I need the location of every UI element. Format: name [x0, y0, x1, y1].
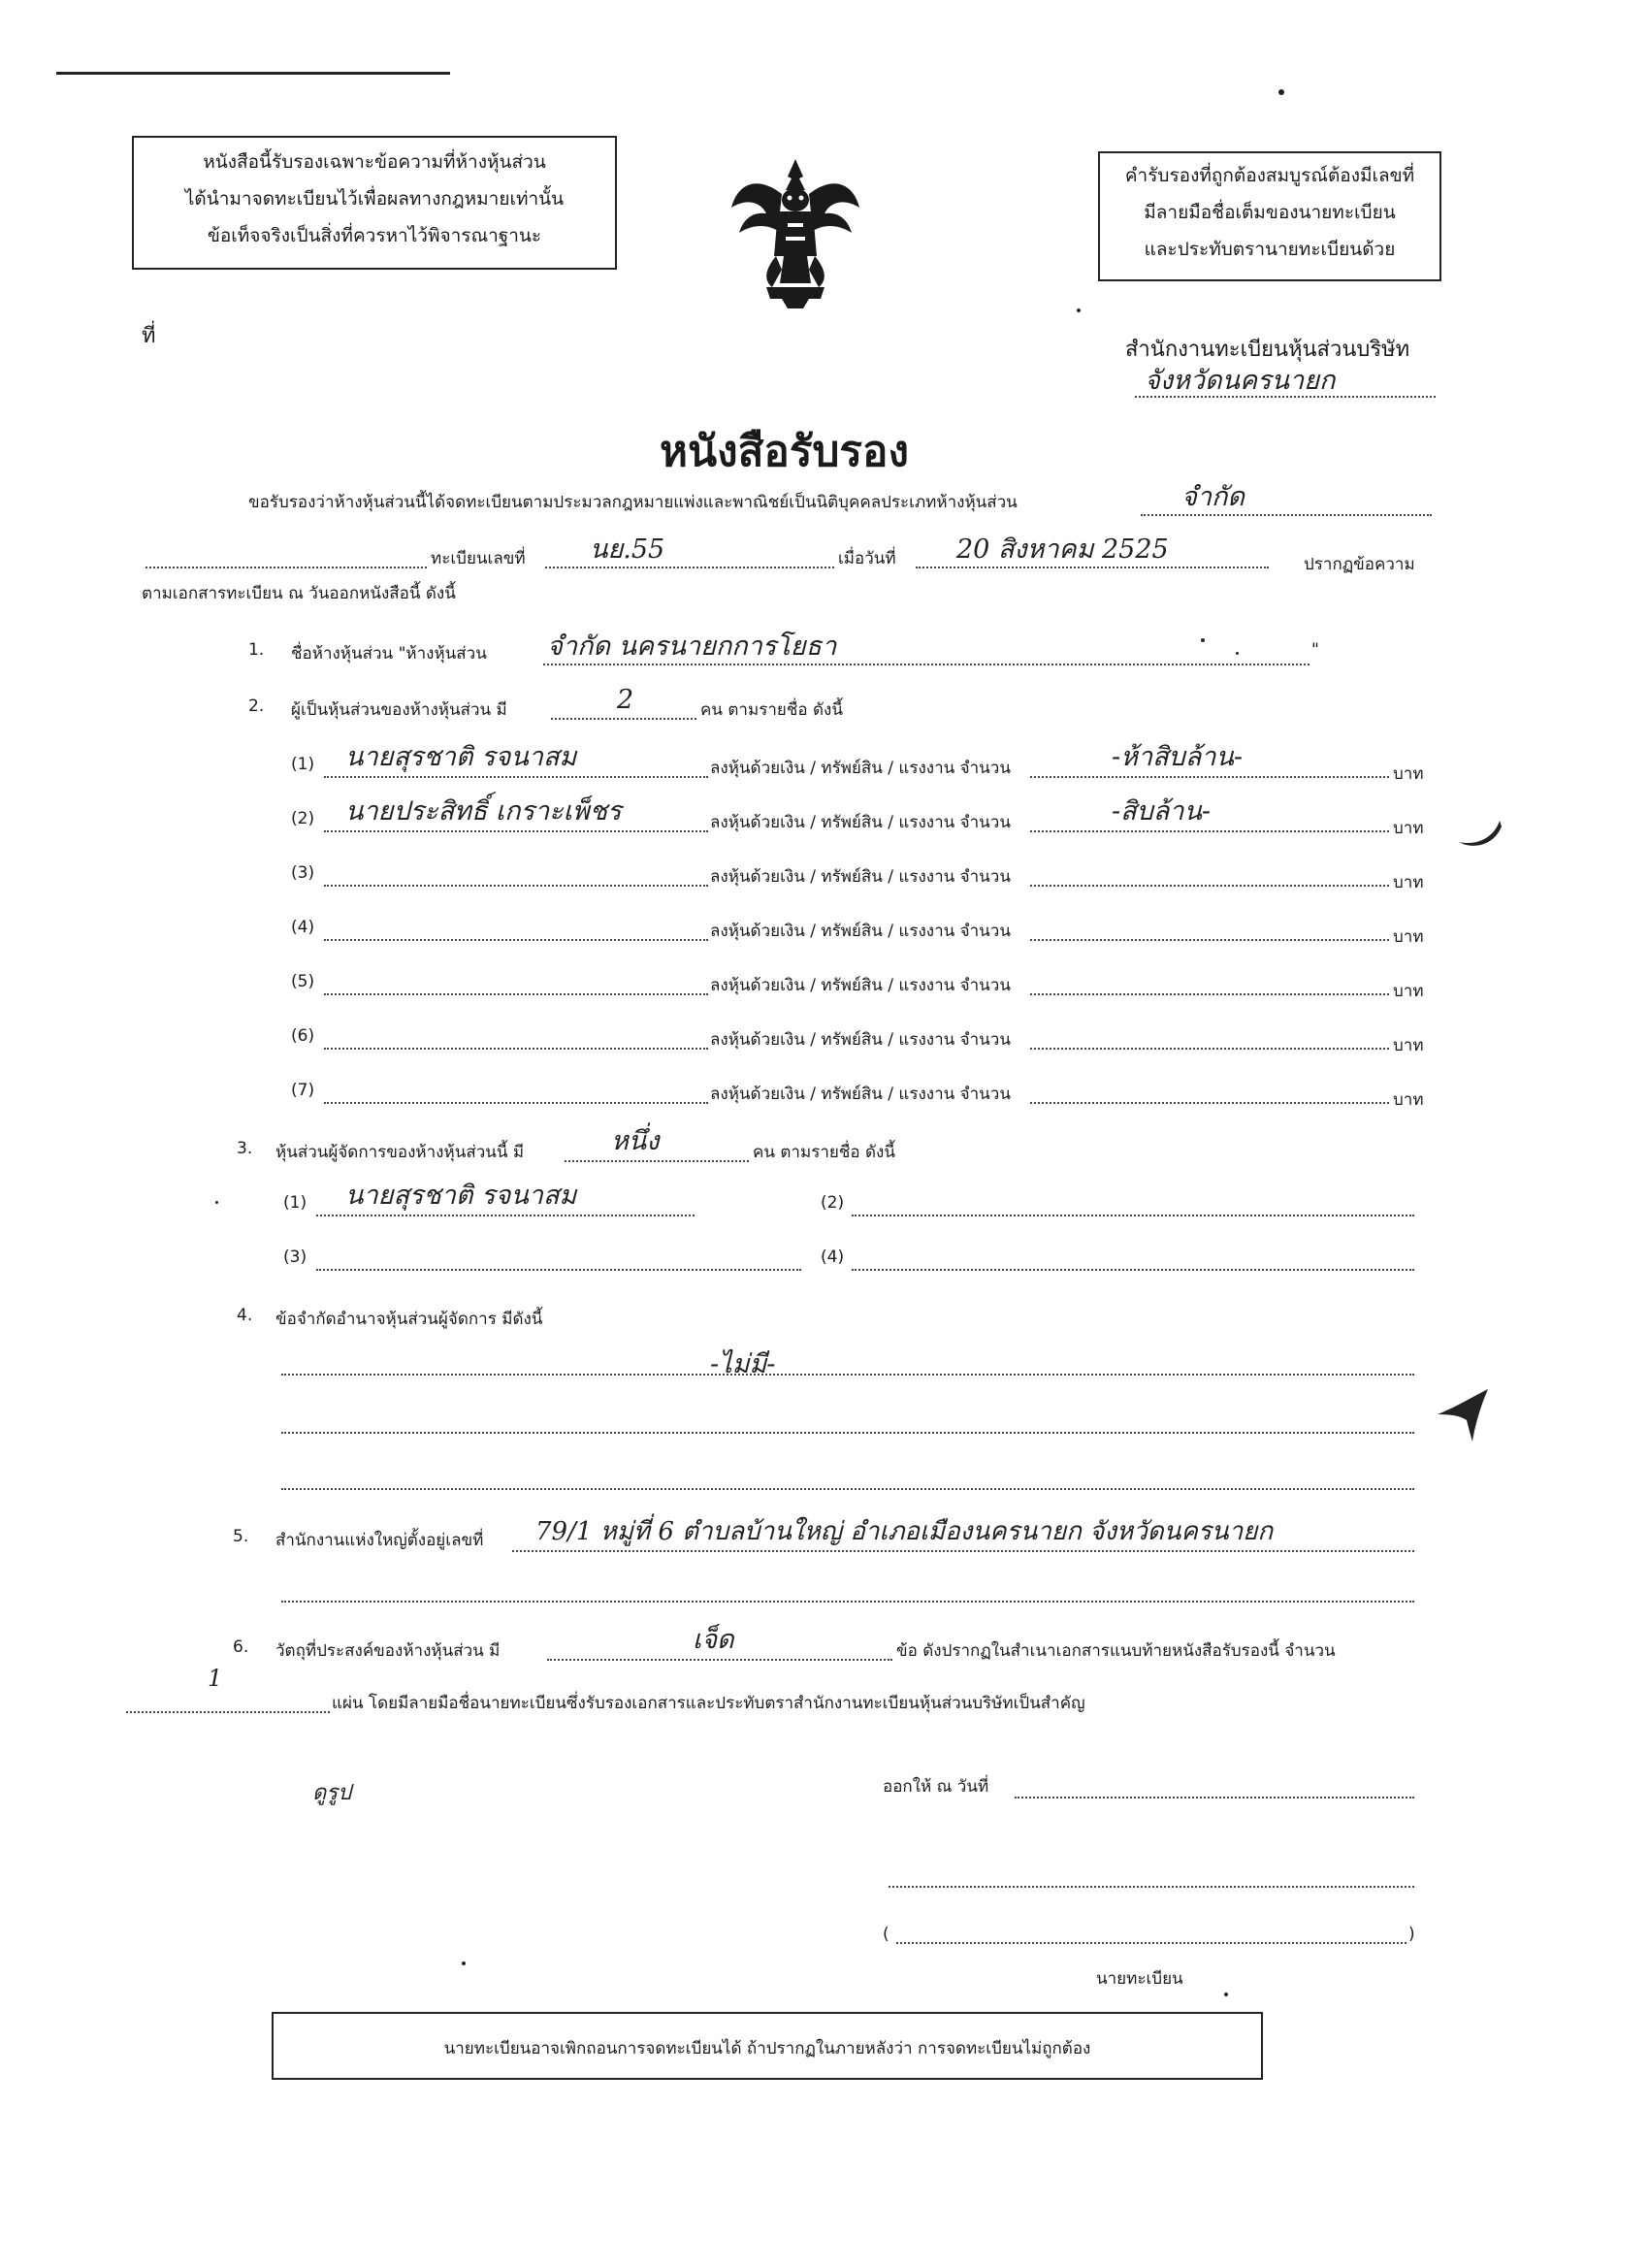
baht-unit: บาท	[1393, 873, 1424, 892]
partner-name-line	[324, 1048, 708, 1050]
reg-no-line	[545, 567, 834, 568]
validity-notice-line: มีลายมือชื่อเต็มของนายทะเบียน	[1144, 202, 1396, 223]
section-6-line-2: แผ่น โดยมีลายมือชื่อนายทะเบียนซึ่งรับรองเอกสารและประทับตราสำนักงานทะเบียนหุ้นส่วนบริษัทเป็นสำคัญ	[332, 1694, 1085, 1713]
section-1-number: 1.	[248, 640, 265, 660]
baht-unit: บาท	[1393, 1036, 1424, 1055]
partner-count-line	[551, 718, 696, 720]
contribution-label: ลงหุ้นด้วยเงิน / ทรัพย์สิน / แรงงาน จำนวน	[710, 759, 1011, 778]
contribution-label: ลงหุ้นด้วยเงิน / ทรัพย์สิน / แรงงาน จำนวน	[710, 867, 1011, 887]
head-office-address-handwritten: 79/1 หมู่ที่ 6 ตำบลบ้านใหญ่ อำเภอเมืองนครนายก จังหวัดนครนายก	[535, 1517, 1274, 1546]
section-6-label: วัตถุที่ประสงค์ของห้างหุ้นส่วน มี	[275, 1641, 501, 1661]
intro-line-1: ขอรับรองว่าห้างหุ้นส่วนนี้ได้จดทะเบียนตามประมวลกฎหมายแพ่งและพาณิชย์เป็นนิติบุคคลประเภทห้างหุ้นส่วน	[248, 493, 1018, 512]
partner-row-number: (7)	[291, 1081, 315, 1100]
manager-name-line	[852, 1215, 1414, 1216]
appears-label: ปรากฏข้อความ	[1304, 555, 1415, 574]
date-label: เมื่อวันที่	[838, 549, 896, 568]
manager-item-number: (1)	[283, 1193, 307, 1213]
scan-speck	[1201, 638, 1205, 642]
section-4-label: ข้อจำกัดอำนาจหุ้นส่วนผู้จัดการ มีดังนี้	[275, 1310, 543, 1329]
manager-name-line	[316, 1269, 801, 1271]
amount-line	[1030, 993, 1389, 995]
contribution-amount: -ห้าสิบล้าน-	[1112, 742, 1243, 772]
section-5-label: สำนักงานแห่งใหญ่ตั้งอยู่เลขที่	[275, 1531, 484, 1550]
amount-line	[1030, 1102, 1389, 1104]
reg-no-label: ทะเบียนเลขที่	[431, 549, 526, 568]
manager-item-number: (4)	[821, 1247, 845, 1267]
manager-item-number: (3)	[283, 1247, 307, 1267]
partner-row-number: (3)	[291, 863, 315, 883]
restrictions-line	[281, 1432, 1414, 1434]
revocation-notice-text: นายทะเบียนอาจเพิกถอนการจดทะเบียนได้ ถ้าปรากฏในภายหลังว่า การจดทะเบียนไม่ถูกต้อง	[443, 2039, 1091, 2058]
scan-mark-crescent-icon	[1455, 817, 1504, 856]
registrar-name-line	[896, 1942, 1406, 1944]
section-3-number: 3.	[237, 1139, 253, 1158]
manager-item-number: (2)	[821, 1193, 845, 1213]
section-1-close-quote: "	[1311, 640, 1319, 660]
manager-name: นายสุรชาติ รจนาสม	[345, 1181, 577, 1211]
partner-row-number: (5)	[291, 972, 315, 991]
top-scan-rule	[56, 72, 450, 75]
partner-name: นายสุรชาติ รจนาสม	[345, 742, 577, 772]
contribution-label: ลงหุ้นด้วยเงิน / ทรัพย์สิน / แรงงาน จำนวน	[710, 1030, 1011, 1050]
partner-name-line	[324, 1102, 708, 1104]
objectives-count-handwritten: เจ็ด	[693, 1625, 734, 1655]
scan-speck	[215, 1201, 218, 1204]
baht-unit: บาท	[1393, 982, 1424, 1001]
section-2-suffix: คน ตามรายชื่อ ดังนี้	[700, 700, 843, 720]
partner-name-line	[324, 885, 708, 887]
section-3-suffix: คน ตามรายชื่อ ดังนี้	[753, 1143, 895, 1162]
contribution-label: ลงหุ้นด้วยเงิน / ทรัพย์สิน / แรงงาน จำนวน	[710, 813, 1011, 832]
section-1-label: ชื่อห้างหุ้นส่วน "ห้างหุ้นส่วน	[291, 644, 487, 664]
partner-row-number: (4)	[291, 918, 315, 937]
restrictions-line	[281, 1488, 1414, 1490]
section-2-number: 2.	[248, 697, 265, 716]
validity-notice-line: คำรับรองที่ถูกต้องสมบูรณ์ต้องมีเลขที่	[1124, 165, 1415, 186]
revocation-notice-box	[272, 2012, 1263, 2080]
scan-speck	[1077, 308, 1081, 312]
intro-line-3: ตามเอกสารทะเบียน ณ วันออกหนังสือนี้ ดังนี้	[142, 584, 456, 603]
scan-speck	[1278, 89, 1284, 95]
validity-notice-box	[1098, 151, 1441, 281]
scan-speck	[1224, 1993, 1228, 1996]
partner-row-number: (2)	[291, 809, 315, 828]
header-notice-box	[132, 136, 617, 270]
scan-mark-wing-icon	[1434, 1385, 1492, 1443]
margin-note-handwritten: ดูรูป	[312, 1781, 352, 1805]
partner-row-number: (6)	[291, 1026, 315, 1046]
province-handwritten: จังหวัดนครนายก	[1145, 366, 1336, 396]
amount-line	[1030, 885, 1389, 887]
baht-unit: บาท	[1393, 927, 1424, 947]
contribution-label: ลงหุ้นด้วยเงิน / ทรัพย์สิน / แรงงาน จำนวน	[710, 922, 1011, 941]
address-line-2	[281, 1601, 1414, 1603]
section-4-number: 4.	[237, 1306, 253, 1325]
reg-date-handwritten: 20 สิงหาคม 2525	[956, 535, 1169, 565]
baht-unit: บาท	[1393, 819, 1424, 838]
intro-blank-line	[146, 567, 427, 568]
signature-line	[889, 1886, 1414, 1888]
attachment-pages-line	[126, 1711, 330, 1713]
header-notice-line: หนังสือนี้รับรองเฉพาะข้อความที่ห้างหุ้นส่วน	[203, 151, 546, 173]
header-notice-line: ข้อเท็จจริงเป็นสิ่งที่ควรหาไว้พิจารณาฐานะ	[207, 225, 542, 246]
section-6-number: 6.	[233, 1637, 249, 1657]
contribution-label: ลงหุ้นด้วยเงิน / ทรัพย์สิน / แรงงาน จำนวน	[710, 1085, 1011, 1104]
header-notice-line: ได้นำมาจดทะเบียนไว้เพื่อผลทางกฎหมายเท่านั้น	[184, 188, 565, 210]
partnership-type-handwritten: จำกัด	[1181, 482, 1245, 512]
issued-label: ออกให้ ณ วันที่	[883, 1777, 989, 1797]
partner-name-line	[324, 993, 708, 995]
at-label: ที่	[142, 324, 156, 348]
partnership-name-handwritten: จำกัด นครนายกการโยธา	[547, 632, 837, 662]
scan-speck	[1236, 652, 1239, 655]
contribution-label: ลงหุ้นด้วยเงิน / ทรัพย์สิน / แรงงาน จำนวน	[710, 976, 1011, 995]
issued-date-line	[1015, 1797, 1414, 1798]
registrar-label: นายทะเบียน	[1096, 1969, 1183, 1989]
amount-line	[1030, 1048, 1389, 1050]
partner-row-number: (1)	[291, 755, 315, 774]
partner-name-line	[324, 939, 708, 941]
amount-line	[1030, 939, 1389, 941]
manager-count-handwritten: หนึ่ง	[611, 1126, 660, 1156]
partner-name: นายประสิทธิ์ เกราะเพ็ชร	[345, 796, 622, 826]
section-5-number: 5.	[233, 1527, 249, 1546]
restrictions-line	[281, 1374, 1414, 1376]
garuda-emblem-icon	[728, 155, 863, 310]
baht-unit: บาท	[1393, 764, 1424, 784]
restrictions-handwritten: -ไม่มี-	[710, 1349, 776, 1379]
contribution-amount: -สิบล้าน-	[1112, 796, 1212, 826]
paren-open: (	[883, 1925, 889, 1944]
reg-no-handwritten: นย.55	[590, 535, 665, 565]
section-3-label: หุ้นส่วนผู้จัดการของห้างหุ้นส่วนนี้ มี	[275, 1143, 525, 1162]
attachment-pages-handwritten: 1	[208, 1665, 223, 1692]
manager-name-line	[852, 1269, 1414, 1271]
partner-count-handwritten: 2	[617, 685, 634, 715]
document-title: หนังสือรับรอง	[660, 427, 909, 476]
section-6-tail: ข้อ ดังปรากฏในสำเนาเอกสารแนบท้ายหนังสือรับรองนี้ จำนวน	[896, 1641, 1336, 1661]
section-2-label: ผู้เป็นหุ้นส่วนของห้างหุ้นส่วน มี	[291, 700, 507, 720]
validity-notice-line: และประทับตรานายทะเบียนด้วย	[1144, 239, 1396, 260]
office-name: สำนักงานทะเบียนหุ้นส่วนบริษัท	[1125, 338, 1410, 362]
paren-close: )	[1408, 1925, 1415, 1944]
scan-speck	[462, 1961, 466, 1965]
baht-unit: บาท	[1393, 1090, 1424, 1110]
